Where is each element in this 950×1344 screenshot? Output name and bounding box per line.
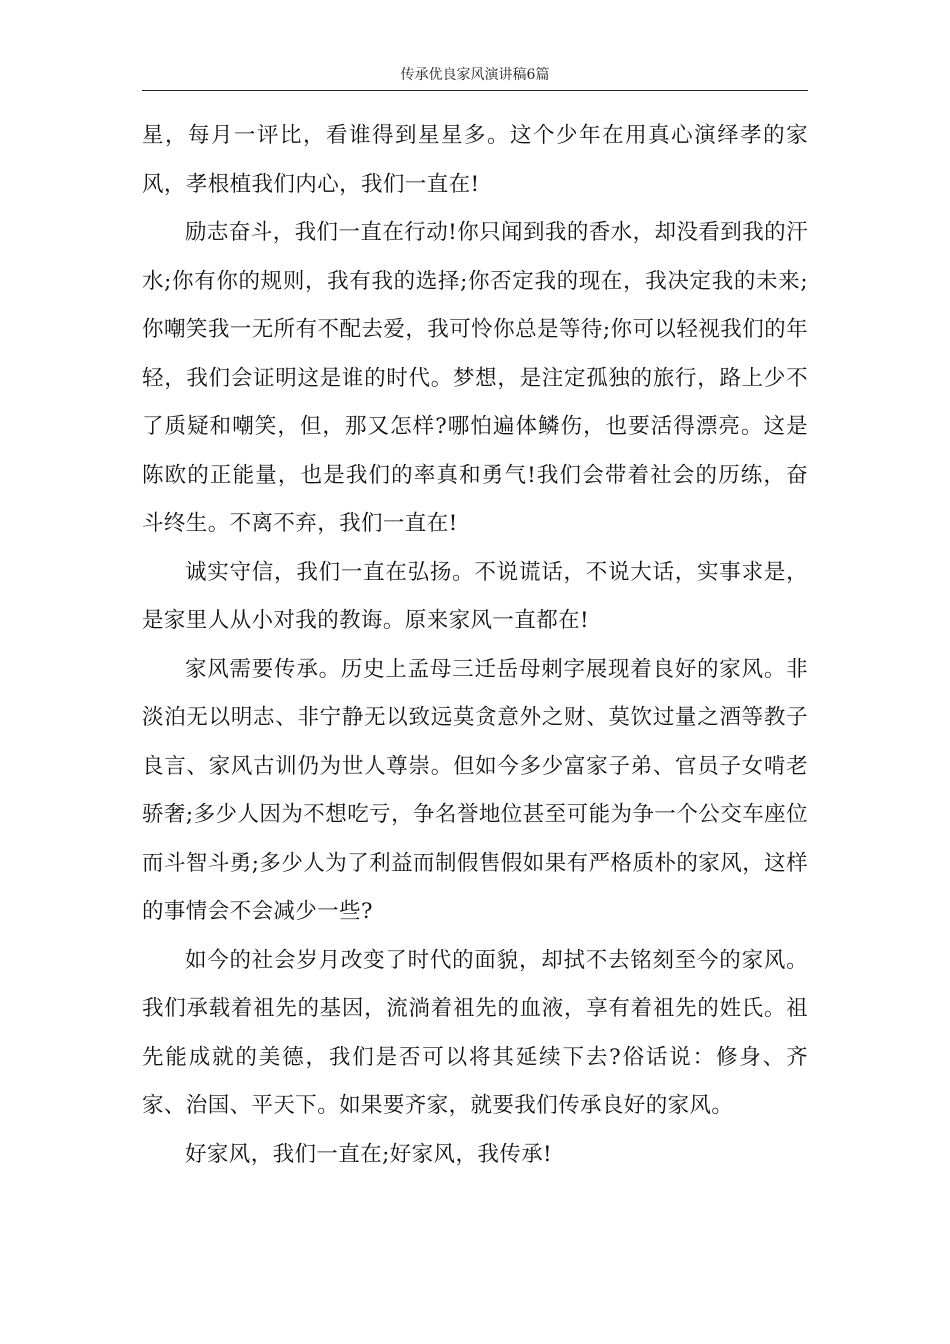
paragraph-6: 好家风，我们一直在;好家风，我传承! — [185, 1141, 553, 1167]
paragraph-5: 如今的社会岁月改变了时代的面貌，却拭不去铭刻至今的家风。我们承载着祖先的基因，流淌着祖先的血液，享有着祖先的姓氏。祖先能成就的美德，我们是否可以将其延续下去?俗话说：修身、齐家、治国、平天下。如果要齐家，就要我们传承良好的家风。 — [142, 947, 808, 1118]
paragraph-2: 励志奋斗，我们一直在行动!你只闻到我的香水，却没看到我的汗水;你有你的规则，我有我的选择;你否定我的现在，我决定我的未来;你嘲笑我一无所有不配去爱，我可怜你总是等待;你可以轻视我们的年轻，我们会证明这是谁的时代。梦想，是注定孤独的旅行，路上少不了质疑和嘲笑，但，那又怎样?哪怕遍体鳞伤，也要活得漂亮。这是陈欧的正能量，也是我们的率真和勇气!我们会带着社会的历练，奋斗终生。不离不弃，我们一直在! — [142, 220, 808, 536]
paragraph-4: 家风需要传承。历史上孟母三迁岳母刺字展现着良好的家风。非淡泊无以明志、非宁静无以致远莫贪意外之财、莫饮过量之酒等教子良言、家风古训仍为世人尊崇。但如今多少富家子弟、官员子女啃老骄奢;多少人因为不想吃亏，争名誉地位甚至可能为争一个公交车座位而斗智斗勇;多少人为了利益而制假售假如果有严格质朴的家风，这样的事情会不会减少一些? — [142, 656, 808, 924]
paragraph-3: 诚实守信，我们一直在弘扬。不说谎话，不说大话，实事求是，是家里人从小对我的教诲。原来家风一直都在! — [142, 559, 808, 633]
paragraph-1: 星，每月一评比，看谁得到星星多。这个少年在用真心演绎孝的家风，孝根植我们内心，我们一直在! — [142, 123, 808, 197]
header-title: 传承优良家风演讲稿6篇 — [400, 67, 550, 83]
page-header — [142, 64, 808, 91]
document-body — [142, 112, 808, 1179]
